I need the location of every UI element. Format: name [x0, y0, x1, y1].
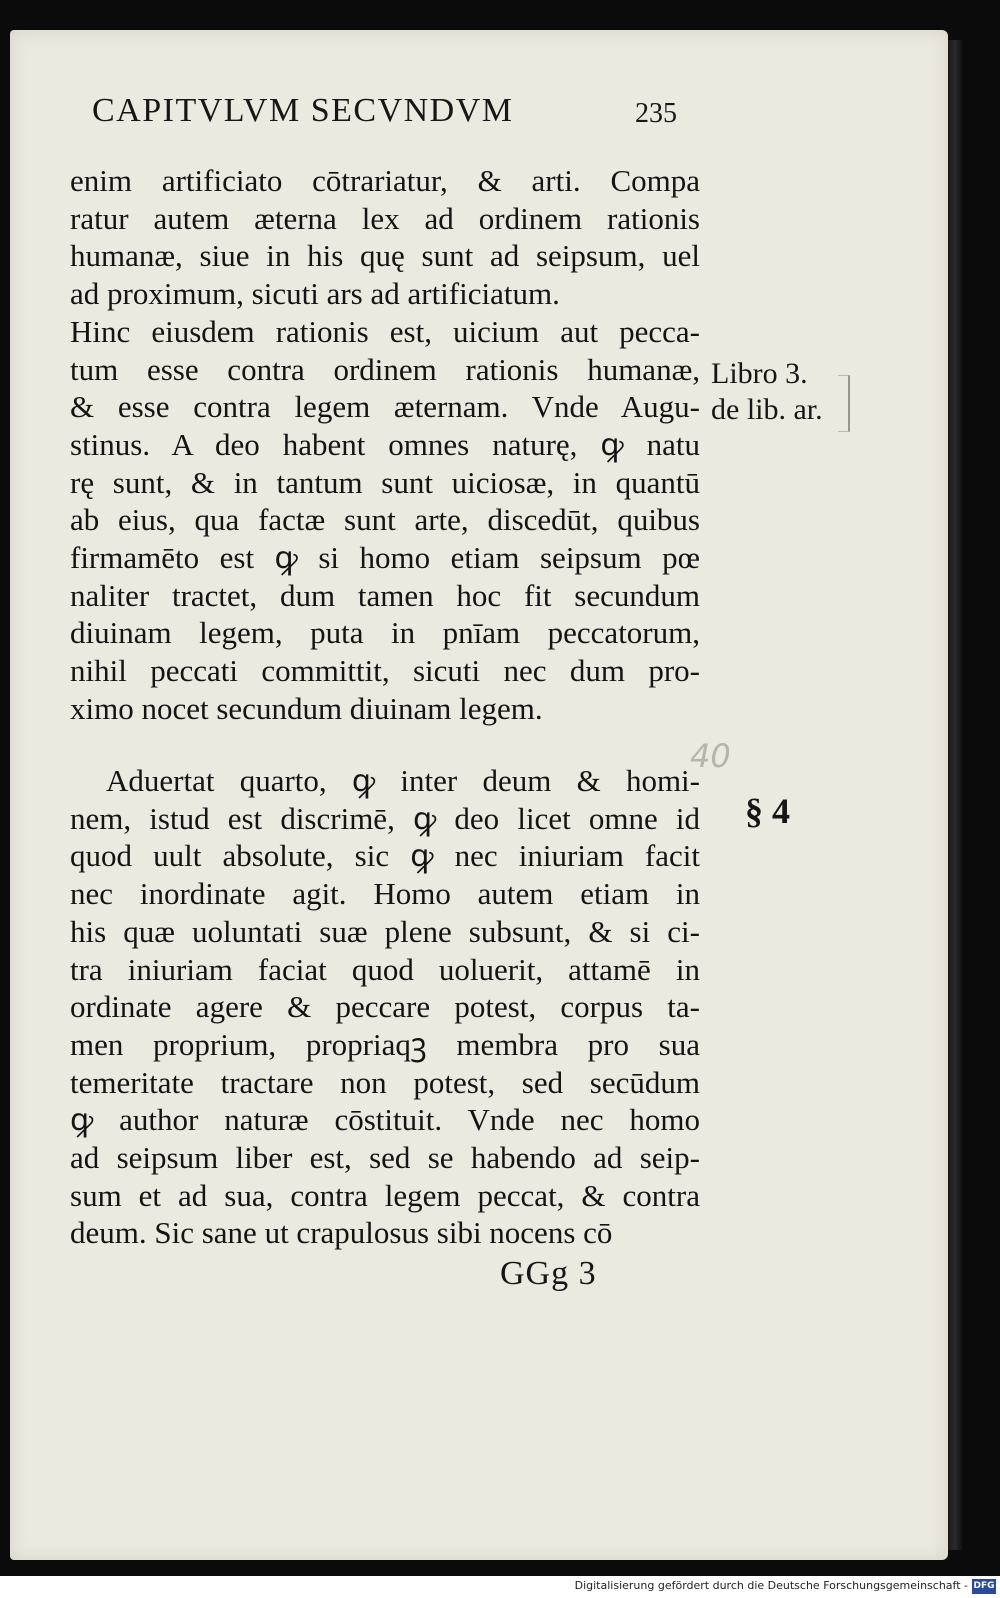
paragraph-2 [70, 762, 700, 1252]
text-line: sum et ad sua, contra legem peccat, & contra [70, 1177, 700, 1213]
text-line: diuinam legem, puta in pnīam peccatorum, [70, 615, 700, 651]
text-line: nem, istud est discrimē, ꝙ deo licet omne id [70, 800, 700, 836]
text-line: firmamēto est ꝙ si homo etiam seipsum pœ [70, 540, 700, 576]
text-line: ordinate agere & peccare potest, corpus ta- [70, 989, 700, 1025]
text-line: ꝙ author naturæ cōstituit. Vnde nec homo [70, 1102, 700, 1138]
pencil-bracket-mark [838, 375, 850, 432]
section-mark: § 4 [745, 791, 790, 831]
text-line: tra iniuriam faciat quod uoluerit, attamē in [70, 951, 700, 987]
text-line: naliter tractet, dum tamen hoc fit secundum [70, 577, 700, 613]
text-line: & esse contra legem æternam. Vnde Augu- [70, 389, 700, 425]
text-line: ratur autem æterna lex ad ordinem rationis [70, 200, 700, 236]
text-line: tum esse contra ordinem rationis humanæ, [70, 351, 700, 387]
margin-note-line: Libro 3. [711, 357, 808, 390]
margin-note-line: de lib. ar. [711, 393, 823, 426]
text-line: humanæ, siue in his quę sunt ad seipsum, uel [70, 238, 700, 274]
margin-note-reference [711, 356, 823, 428]
text-line: ab eius, qua factæ sunt arte, discedūt, quibus [70, 502, 700, 538]
text-line: Hinc eiusdem rationis est, uicium aut pecca- [70, 313, 700, 349]
text-line: ad seipsum liber est, sed se habendo ad seip- [70, 1140, 700, 1176]
footer-bar [0, 1576, 1000, 1598]
text-line: quod uult absolute, sic ꝙ nec iniuriam facit [70, 838, 700, 874]
paragraph-1 [70, 162, 700, 728]
text-line: men proprium, propriaqꝫ membra pro sua [70, 1026, 700, 1062]
text-line: rę sunt, & in tantum sunt uiciosæ, in quantū [70, 464, 700, 500]
text-line: nihil peccati committit, sicuti nec dum pro- [70, 653, 700, 689]
book-spine-edge [948, 40, 962, 1550]
running-head: CAPITVLVM SECVNDVM [92, 92, 514, 129]
pencil-annotation: 40 [690, 737, 731, 775]
text-line: temeritate tractare non potest, sed secūdum [70, 1064, 700, 1100]
signature-mark: GGg 3 [500, 1255, 597, 1292]
folio-number: 235 [635, 98, 677, 129]
text-line: his quæ uoluntati suæ plene subsunt, & si ci- [70, 913, 700, 949]
text-line: stinus. A deo habent omnes naturę, ꝙ natu [70, 426, 700, 462]
text-line: ximo nocet secundum diuinam legem. [70, 690, 543, 726]
funding-credit: Digitalisierung gefördert durch die Deutsche Forschungsgemeinschaft - [574, 1579, 968, 1592]
text-line: nec inordinate agit. Homo autem etiam in [70, 876, 700, 912]
text-line: Aduertat quarto, ꝙ inter deum & homi- [106, 763, 700, 798]
dfg-logo: DFG [972, 1579, 996, 1594]
text-line: deum. Sic sane ut crapulosus sibi nocens cō [70, 1215, 613, 1251]
text-line: enim artificiato cōtrariatur, & arti. Compa [70, 163, 700, 198]
text-line: ad proximum, sicuti ars ad artificiatum. [70, 276, 560, 312]
